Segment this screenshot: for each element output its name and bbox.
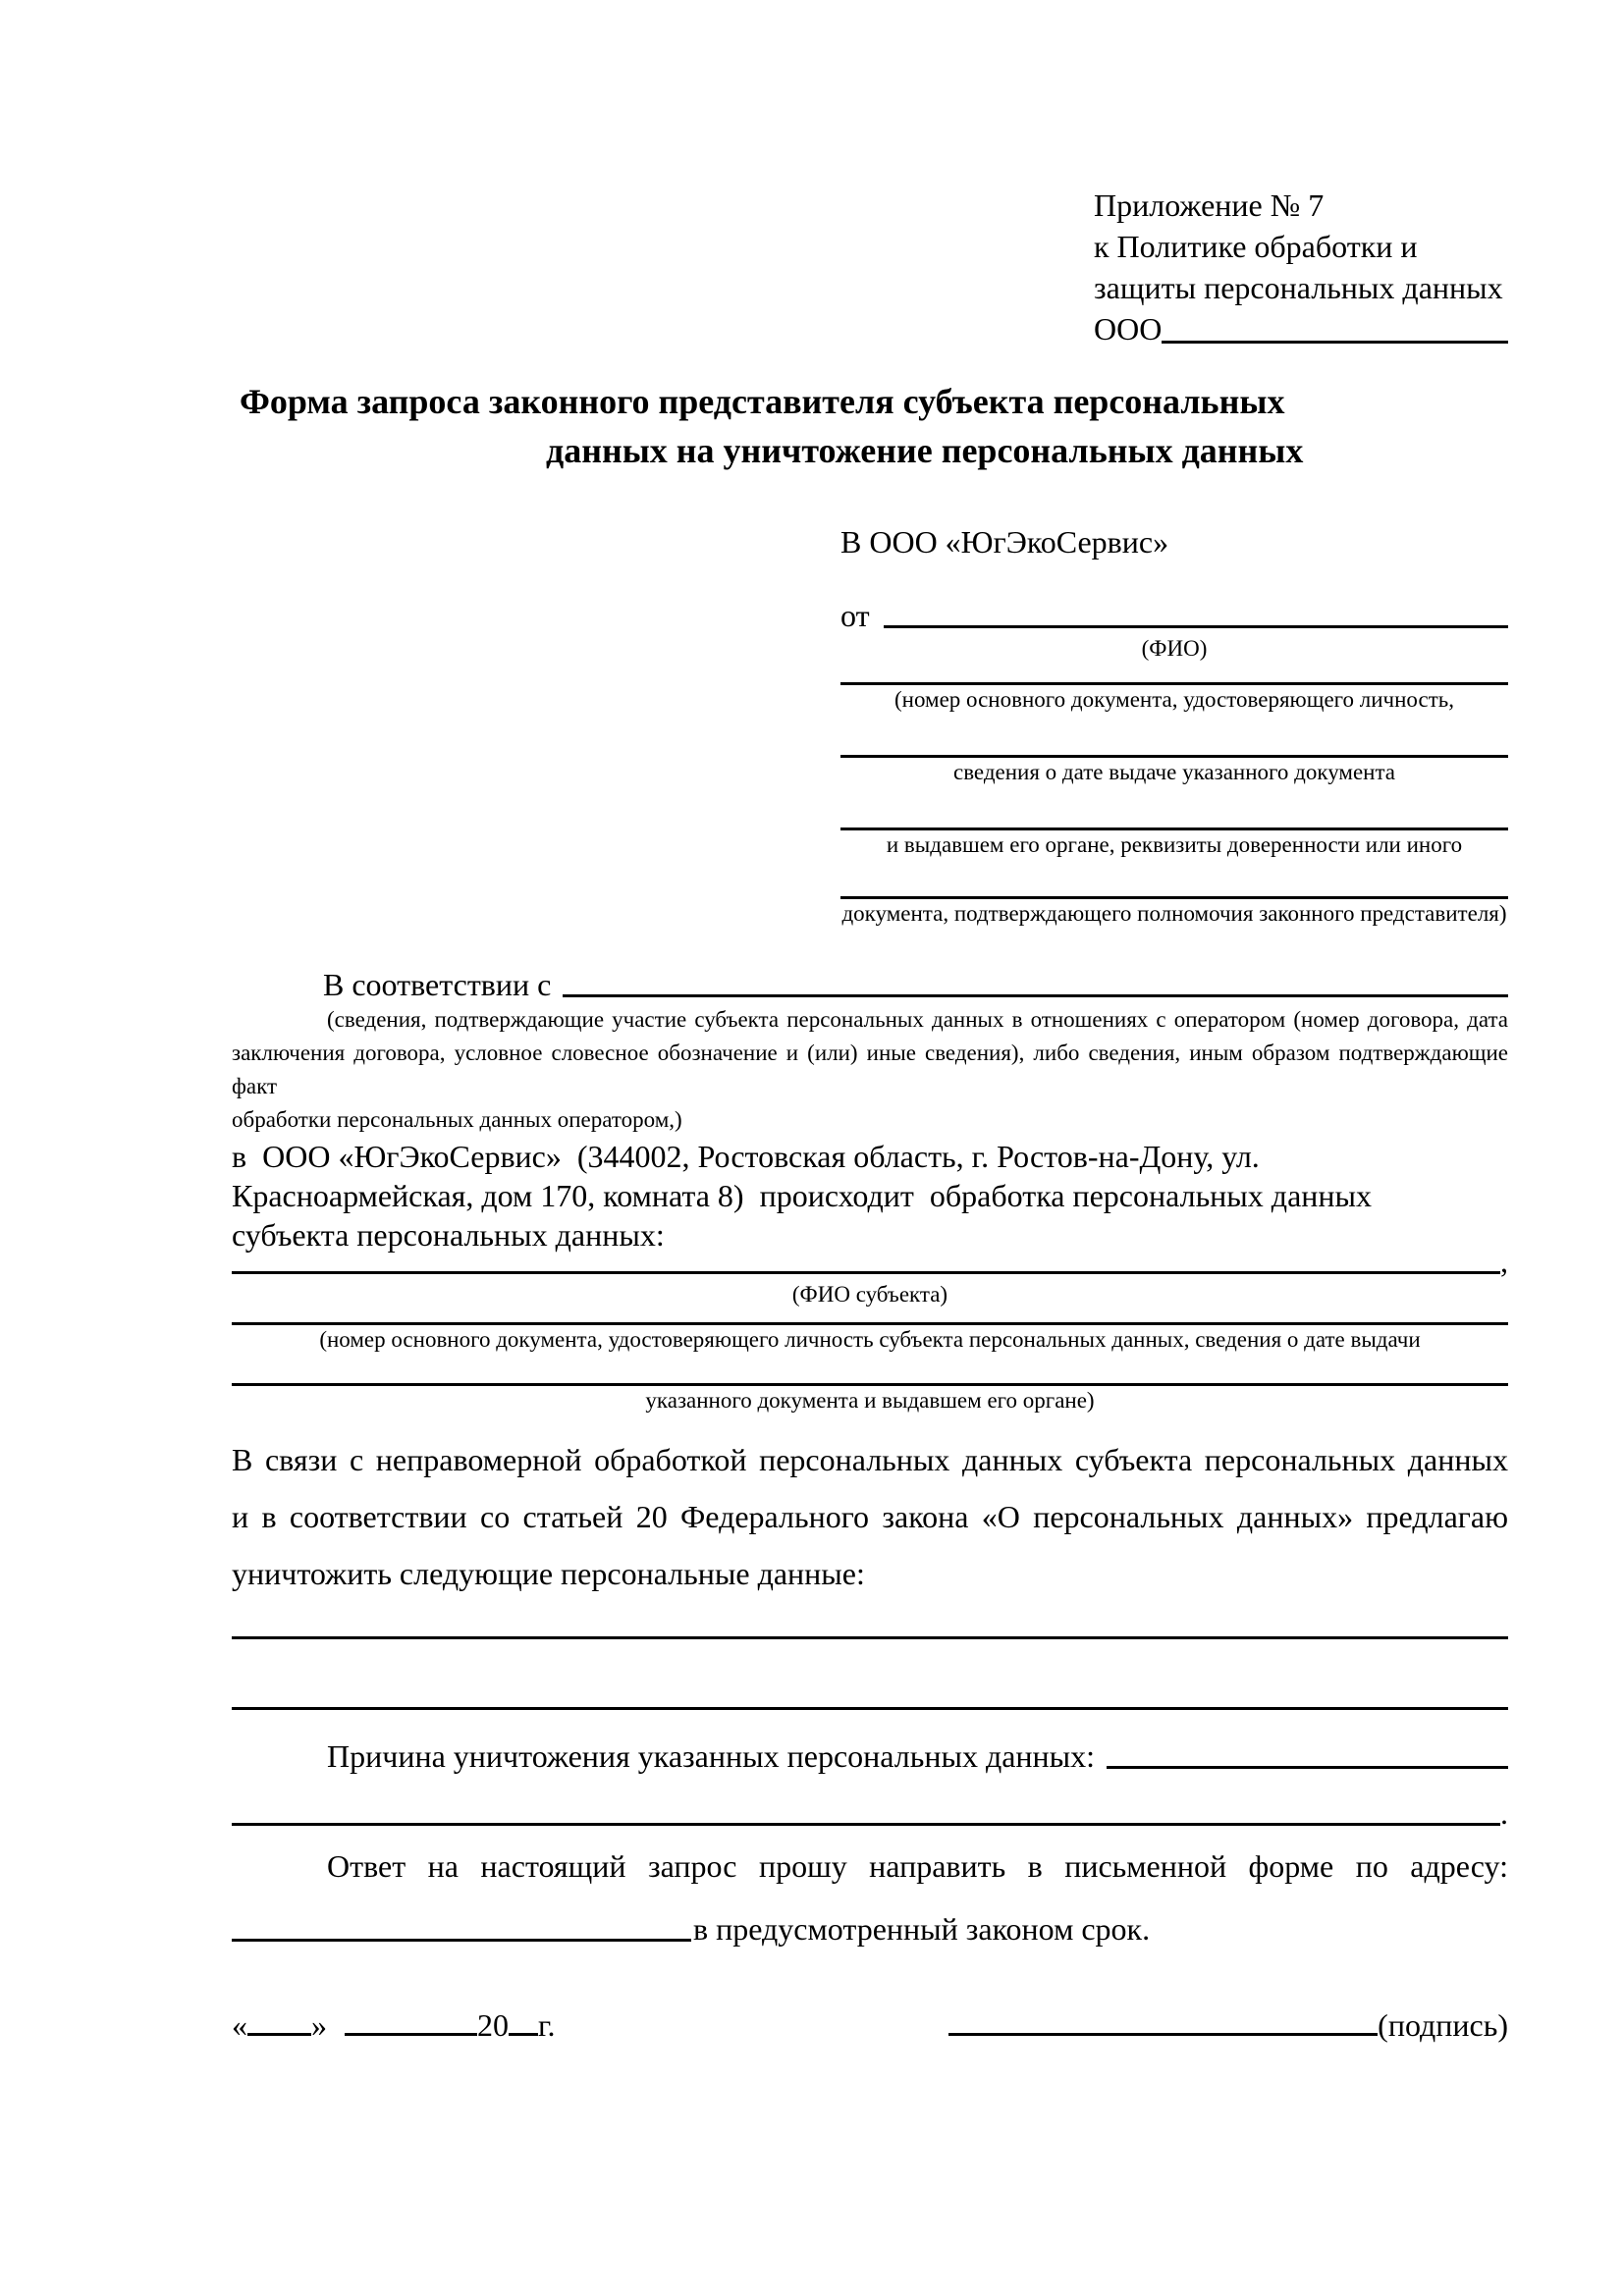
operator-paragraph-line: в ООО «ЮгЭкоСервис» (344002, Ростовская область, г. Ростов-на-Дону, ул. bbox=[232, 1139, 1260, 1174]
data-list-blank-line bbox=[232, 1635, 1508, 1639]
issue-date-caption: сведения о дате выдаче указанного документа bbox=[952, 760, 1396, 784]
recipient-block bbox=[840, 520, 1508, 929]
subject-doc-caption: (номер основного документа, удостоверяющего личность субъекта персональных данных, сведения о дате выдачи bbox=[319, 1327, 1421, 1352]
company-prefix-label: ООО bbox=[1094, 311, 1163, 347]
title-line: Форма запроса законного представителя субъекта персональных bbox=[240, 382, 1285, 421]
date-year-suffix: г. bbox=[538, 2007, 556, 2043]
from-label: от bbox=[840, 598, 870, 633]
appendix-line: Приложение № 7 bbox=[1094, 187, 1325, 223]
date-year-prefix: 20 bbox=[477, 2007, 509, 2043]
date-month-blank-line bbox=[345, 2033, 477, 2036]
operator-paragraph-line: субъекта персональных данных: bbox=[232, 1217, 665, 1253]
accordance-blank-line bbox=[563, 994, 1508, 997]
operator-paragraph bbox=[232, 1137, 1508, 1255]
subject-doc-authority-caption: указанного документа и выдавшем его органе) bbox=[645, 1388, 1095, 1413]
recipient-company: В ООО «ЮгЭкоСервис» bbox=[840, 524, 1169, 560]
signature-caption: (подпись) bbox=[1378, 2007, 1508, 2043]
date-group bbox=[232, 2007, 556, 2044]
subject-name-blank-line bbox=[232, 1271, 1500, 1274]
reason-label: Причина уничтожения указанных персональных данных: bbox=[327, 1738, 1096, 1774]
signature-blank-line bbox=[948, 2033, 1378, 2036]
date-year-blank-line bbox=[509, 2033, 538, 2036]
applicant-name-blank-line bbox=[884, 625, 1508, 628]
identity-doc-caption: (номер основного документа, удостоверяющего личность, bbox=[893, 687, 1454, 712]
accordance-row bbox=[232, 958, 1508, 1003]
date-open-quote: « bbox=[232, 2007, 247, 2043]
footer-row bbox=[232, 1999, 1508, 2044]
request-paragraph-line: В связи с неправомерной обработкой персональных данных субъекта персональных данных bbox=[232, 1442, 1508, 1477]
appendix-line: к Политике обработки и bbox=[1094, 229, 1418, 264]
reply-paragraph: Ответ на настоящий запрос прошу направить в письменной форме по адресу: bbox=[327, 1848, 1508, 1884]
accordance-note-line: обработки персональных данных оператором,) bbox=[232, 1107, 682, 1132]
issuing-authority-caption: и выдавшем его органе, реквизиты доверенности или иного bbox=[886, 832, 1463, 857]
subject-name-comma: , bbox=[1500, 1244, 1508, 1279]
company-name-blank-line bbox=[1162, 341, 1508, 344]
title-line: данных на уничтожение персональных данных bbox=[546, 431, 1304, 470]
company-blank-row bbox=[1094, 308, 1508, 349]
reason-blank-line bbox=[1107, 1766, 1508, 1769]
power-of-attorney-caption: документа, подтверждающего полномочия законного представителя) bbox=[841, 901, 1507, 926]
request-paragraph-line: и в соответствии со статьей 20 Федерального закона «О персональных данных» предлагаю bbox=[232, 1499, 1508, 1534]
reason-continuation-row bbox=[232, 1795, 1508, 1832]
request-paragraph-line: уничтожить следующие персональные данные: bbox=[232, 1556, 865, 1591]
reason-continuation-blank-line bbox=[232, 1823, 1500, 1826]
subject-name-row bbox=[232, 1244, 1508, 1280]
reason-period: . bbox=[1500, 1795, 1508, 1831]
operator-paragraph-line: Красноармейская, дом 170, комната 8) происходит обработка персональных данных bbox=[232, 1178, 1373, 1213]
accordance-note-line: заключения договора, условное словесное обозначение и (или) иные сведения), либо сведения, иным образом подтверждающие факт bbox=[232, 1041, 1508, 1098]
accordance-note-line: (сведения, подтверждающие участие субъекта персональных данных в отношениях с оператором (номер договора, дата bbox=[327, 1007, 1508, 1032]
reply-address-blank-line bbox=[232, 1939, 691, 1942]
from-row bbox=[840, 585, 1508, 634]
request-paragraph bbox=[232, 1431, 1508, 1602]
document-content bbox=[232, 185, 1508, 2044]
signature-group bbox=[948, 2007, 1508, 2044]
reply-tail-text: в предусмотренный законом срок. bbox=[693, 1911, 1151, 1947]
reason-row bbox=[232, 1730, 1508, 1775]
subject-fio-caption: (ФИО субъекта) bbox=[791, 1282, 948, 1307]
date-close-quote: » bbox=[311, 2007, 327, 2043]
accordance-label: В соответствии с bbox=[323, 967, 552, 1002]
date-day-blank-line bbox=[247, 2033, 311, 2036]
data-list-blank-line bbox=[232, 1706, 1508, 1710]
reply-address-row bbox=[232, 1902, 1508, 1948]
appendix-line: защиты персональных данных bbox=[1094, 270, 1503, 305]
accordance-note bbox=[232, 1003, 1508, 1137]
fio-caption: (ФИО) bbox=[1141, 636, 1208, 661]
appendix-block bbox=[1094, 185, 1508, 349]
document-title bbox=[232, 377, 1508, 475]
